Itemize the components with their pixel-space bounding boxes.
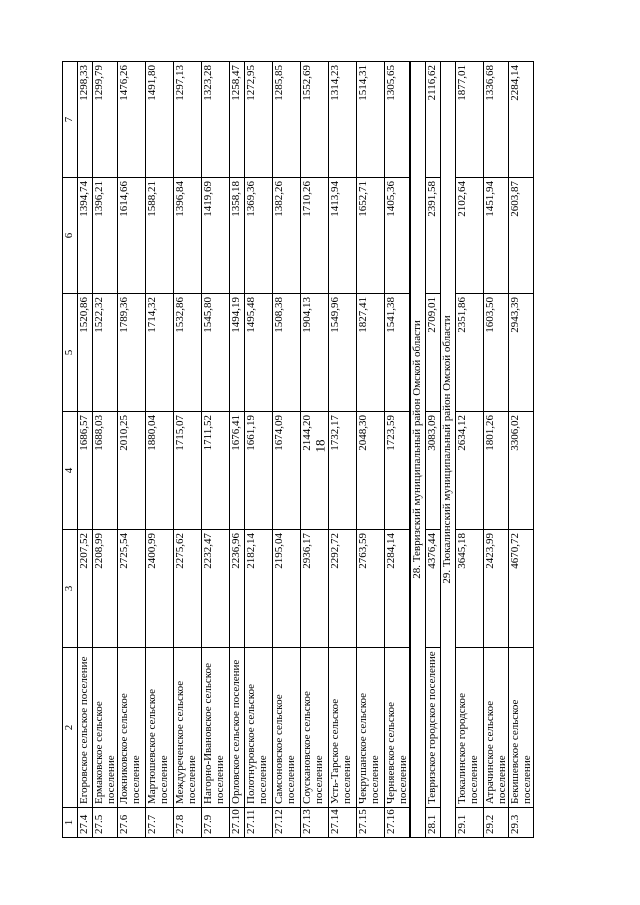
value-cell: 1336,68 (484, 62, 509, 178)
value-cell: 1801,26 (484, 412, 509, 530)
row-id: 27.5 (93, 808, 118, 838)
value-cell: 1603,50 (484, 294, 509, 412)
section-title: 28. Тевризский муниципальный район Омской области (410, 62, 426, 838)
value-cell: 2284,14 (385, 530, 411, 648)
value-cell: 1688,03 (93, 412, 118, 530)
table-row (118, 62, 146, 838)
value-cell: 2116,62 (426, 62, 441, 178)
value-cell: 3083,09 (426, 412, 441, 530)
value-cell: 1298,33 (78, 62, 93, 178)
column-header: 6 (63, 178, 78, 294)
value-cell: 2144,20 (301, 412, 329, 530)
settlement-name: Тюкалинское городское поселение (456, 648, 484, 808)
settlement-name: Тевризское городское поселение (426, 648, 441, 808)
value-cell: 1396,21 (93, 178, 118, 294)
settlement-name: Чекрушанское сельское поселение (357, 648, 385, 808)
settlement-name: Атрачинское сельское поселение (484, 648, 509, 808)
value-cell: 1614,66 (118, 178, 146, 294)
value-cell: 1714,32 (146, 294, 174, 412)
table-row (146, 62, 174, 838)
value-cell: 1514,31 (357, 62, 385, 178)
value-cell: 2943,39 (509, 294, 534, 412)
value-cell: 2763,59 (357, 530, 385, 648)
value-cell: 2182,14 (245, 530, 273, 648)
value-cell: 1676,41 (230, 412, 245, 530)
value-cell: 1686,57 (78, 412, 93, 530)
table-row (484, 62, 509, 838)
settlement-name: Полотнуровское сельское поселение (245, 648, 273, 808)
value-cell: 1305,65 (385, 62, 411, 178)
settlement-name: Соускановское сельское поселение (301, 648, 329, 808)
table-row (357, 62, 385, 838)
value-cell: 1413,94 (329, 178, 357, 294)
row-id: 27.9 (202, 808, 230, 838)
value-cell: 1272,95 (245, 62, 273, 178)
value-cell: 1545,80 (202, 294, 230, 412)
value-cell: 1299,79 (93, 62, 118, 178)
value-cell: 2010,25 (118, 412, 146, 530)
value-cell: 1520,86 (78, 294, 93, 412)
value-cell: 2232,47 (202, 530, 230, 648)
value-cell: 1495,48 (245, 294, 273, 412)
value-cell: 1732,17 (329, 412, 357, 530)
value-cell: 1451,94 (484, 178, 509, 294)
value-cell: 1258,47 (230, 62, 245, 178)
value-cell: 1491,80 (146, 62, 174, 178)
settlement-name: Мартюшевское сельское поселение (146, 648, 174, 808)
row-id: 27.4 (78, 808, 93, 838)
value-cell: 1314,23 (329, 62, 357, 178)
value-cell: 3306,02 (509, 412, 534, 530)
column-header: 5 (63, 294, 78, 412)
value-cell: 2207,52 (78, 530, 93, 648)
settlement-name: Черняевское сельское поселение (385, 648, 411, 808)
value-cell: 1880,04 (146, 412, 174, 530)
table-row (273, 62, 301, 838)
value-cell: 2236,96 (230, 530, 245, 648)
value-cell: 2709,01 (426, 294, 441, 412)
settlement-name: Нагорно-Ивановское сельское поселение (202, 648, 230, 808)
value-cell: 1394,74 (78, 178, 93, 294)
row-id: 27.16 (385, 808, 411, 838)
value-cell: 1396,84 (174, 178, 202, 294)
table-row (426, 62, 441, 838)
section-row (441, 62, 456, 838)
table-row (509, 62, 534, 838)
value-cell: 2603,87 (509, 178, 534, 294)
column-header: 7 (63, 62, 78, 178)
table-row (329, 62, 357, 838)
column-header: 1 (63, 808, 78, 838)
row-id: 29.3 (509, 808, 534, 838)
table-row (93, 62, 118, 838)
settlement-name: Самсоновское сельское поселение (273, 648, 301, 808)
settlement-name: Усть-Тарское сельское поселение (329, 648, 357, 808)
value-cell: 1369,36 (245, 178, 273, 294)
value-cell: 2275,62 (174, 530, 202, 648)
value-cell: 1419,69 (202, 178, 230, 294)
value-cell: 4376,44 (426, 530, 441, 648)
value-cell: 2936,17 (301, 530, 329, 648)
value-cell: 2351,86 (456, 294, 484, 412)
value-cell: 1532,86 (174, 294, 202, 412)
value-cell: 1715,07 (174, 412, 202, 530)
table-row (301, 62, 329, 838)
settlement-name: Орловское сельское поселение (230, 648, 245, 808)
row-id: 27.14 (329, 808, 357, 838)
value-cell: 4670,72 (509, 530, 534, 648)
header-row (63, 62, 78, 838)
settlement-name: Ложниковское сельское поселение (118, 648, 146, 808)
value-cell: 1358,18 (230, 178, 245, 294)
row-id: 27.15 (357, 808, 385, 838)
settlement-name: Междуреченское сельское поселение (174, 648, 202, 808)
value-cell: 1405,36 (385, 178, 411, 294)
column-header: 2 (63, 648, 78, 808)
value-cell: 2195,04 (273, 530, 301, 648)
table-row (385, 62, 411, 838)
section-row (410, 62, 426, 838)
row-id: 27.7 (146, 808, 174, 838)
value-cell: 2634,12 (456, 412, 484, 530)
value-cell: 1877,01 (456, 62, 484, 178)
value-cell: 2208,99 (93, 530, 118, 648)
value-cell: 2284,14 (509, 62, 534, 178)
settlement-name: Ермаковское сельское поселение (93, 648, 118, 808)
value-cell: 1711,52 (202, 412, 230, 530)
value-cell: 1522,32 (93, 294, 118, 412)
value-cell: 1827,41 (357, 294, 385, 412)
value-cell: 2292,72 (329, 530, 357, 648)
value-cell: 1652,71 (357, 178, 385, 294)
value-cell: 1476,26 (118, 62, 146, 178)
table-row (202, 62, 230, 838)
settlement-name: Егоровское сельское поселение (78, 648, 93, 808)
row-id: 27.10 (230, 808, 245, 838)
table-row (78, 62, 93, 838)
value-cell: 1494,19 (230, 294, 245, 412)
section-title: 29. Тюкалинский муниципальный район Омской области (441, 62, 456, 838)
value-cell: 1661,19 (245, 412, 273, 530)
value-cell: 2048,30 (357, 412, 385, 530)
value-cell: 3645,18 (456, 530, 484, 648)
value-cell: 1552,69 (301, 62, 329, 178)
table-row (174, 62, 202, 838)
value-cell: 2391,58 (426, 178, 441, 294)
value-cell: 1323,28 (202, 62, 230, 178)
value-cell: 1541,38 (385, 294, 411, 412)
column-header: 4 (63, 412, 78, 530)
row-id: 29.1 (456, 808, 484, 838)
rotated-table-container (62, 62, 576, 838)
value-cell: 1588,21 (146, 178, 174, 294)
row-id: 27.6 (118, 808, 146, 838)
value-cell: 2725,54 (118, 530, 146, 648)
tariff-table (62, 61, 534, 838)
row-id: 27.8 (174, 808, 202, 838)
value-cell: 1904,13 (301, 294, 329, 412)
column-header: 3 (63, 530, 78, 648)
row-id: 27.13 (301, 808, 329, 838)
value-cell: 1508,38 (273, 294, 301, 412)
settlement-name: Бекишевское сельское поселение (509, 648, 534, 808)
value-cell: 1382,26 (273, 178, 301, 294)
value-cell: 1285,85 (273, 62, 301, 178)
row-id: 29.2 (484, 808, 509, 838)
table-row (456, 62, 484, 838)
value-cell: 1297,13 (174, 62, 202, 178)
value-cell: 2102,64 (456, 178, 484, 294)
row-id: 28.1 (426, 808, 441, 838)
value-cell: 2423,99 (484, 530, 509, 648)
value-cell: 1674,09 (273, 412, 301, 530)
table-row (245, 62, 273, 838)
value-cell: 1723,59 (385, 412, 411, 530)
table-row (230, 62, 245, 838)
value-cell: 2400,99 (146, 530, 174, 648)
row-id: 27.12 (273, 808, 301, 838)
row-id: 27.11 (245, 808, 273, 838)
page-number: 18 (312, 439, 327, 453)
value-cell: 1789,36 (118, 294, 146, 412)
value-cell: 1710,26 (301, 178, 329, 294)
value-cell: 1549,96 (329, 294, 357, 412)
